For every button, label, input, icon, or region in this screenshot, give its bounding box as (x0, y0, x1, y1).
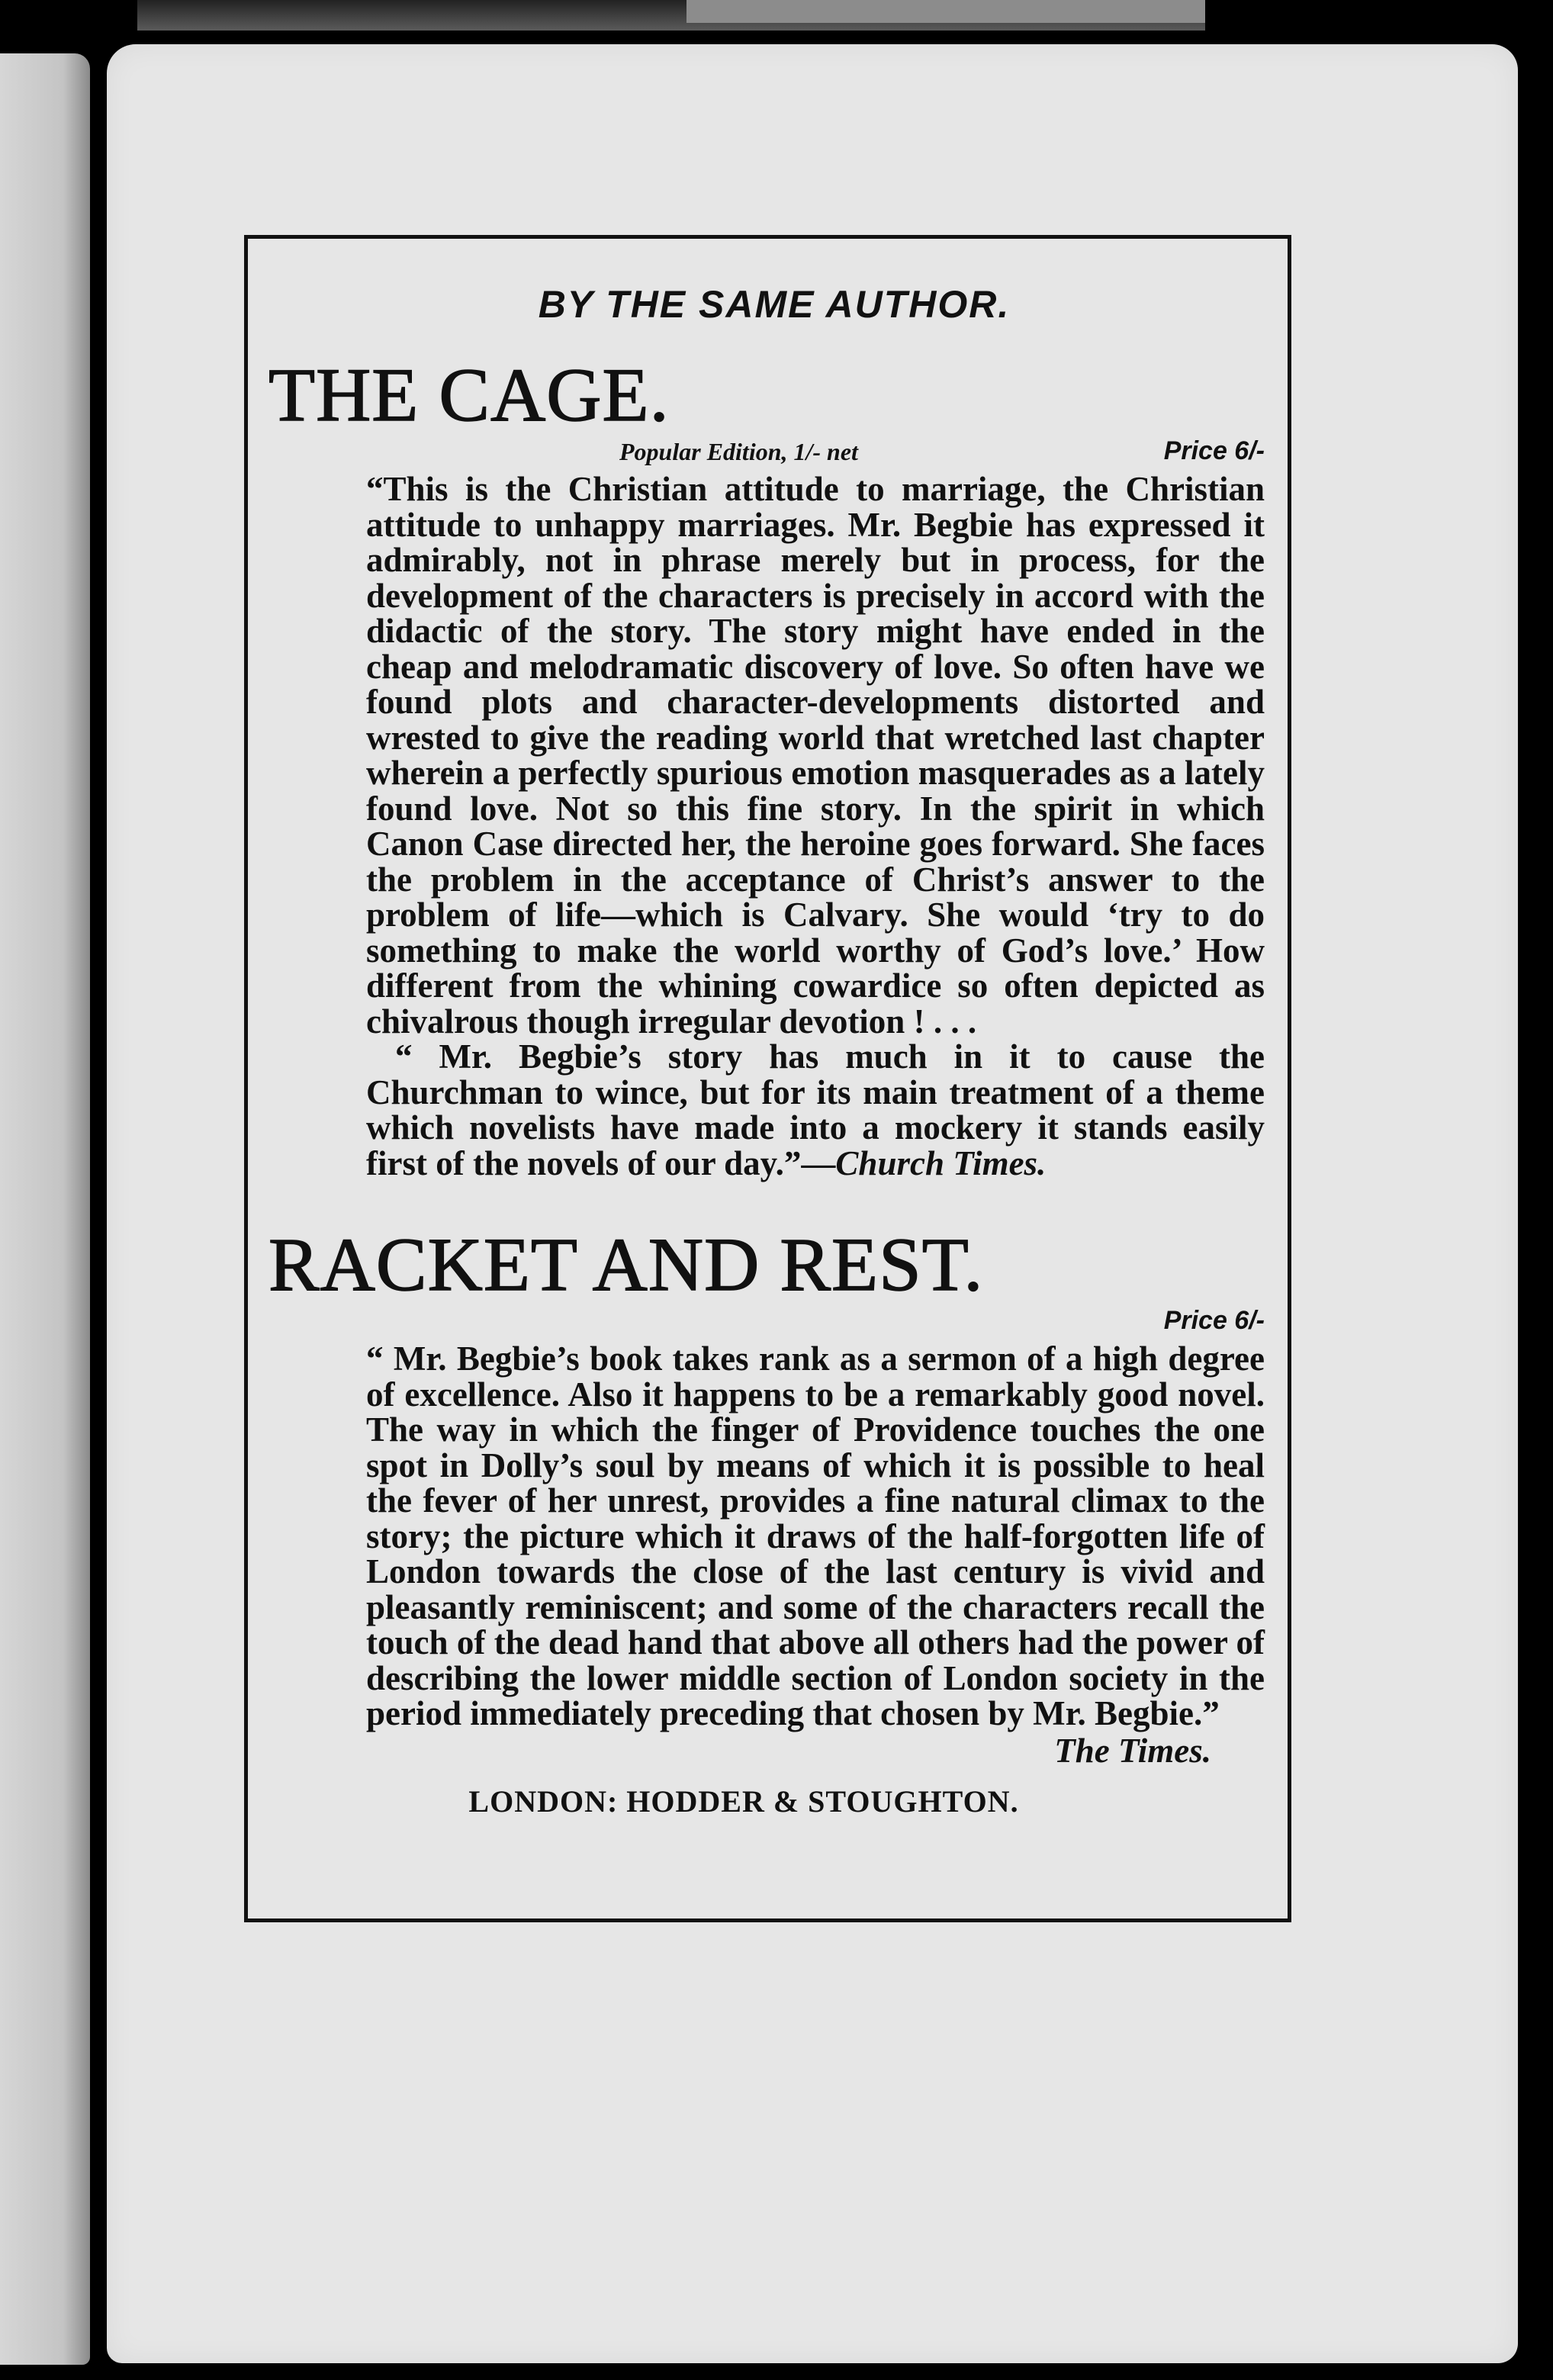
left-page-edge (0, 53, 90, 2365)
by-same-author-heading: BY THE SAME AUTHOR. (538, 283, 1011, 326)
review-paragraph: “ Mr. Begbie’s book takes rank as a sermon of a high degree of excellence. Also it happens to be a remarkably good novel. The way in which the finger of Providence touches the one spot in Dolly’s soul by means of which it is possible to heal the fever of her unrest, provides a fine natural climax to the story; the picture which it draws of the half-forgotten life of London towards the close of the last century is vivid and pleasantly reminiscent; and some of the characters recall the touch of the dead hand that above all others had the power of describing the lower middle section of London society in the period immediately preceding that chosen by Mr. Begbie.” (366, 1340, 1265, 1732)
book-meta (268, 1307, 1265, 1341)
review-paragraph: “This is the Christian attitude to marriage, the Christian attitude to unhappy marriages. Mr. Begbie has expressed it admirably, not in phrase merely but in process, for the development of the characters is precisely in accord with the didactic of the story. The story might have ended in the cheap and melodramatic discovery of love. So often have we found plots and character-developments distorted and wrested to give the reading world that wretched last chapter wherein a perfectly spurious emotion masquerades as a lately found love. Not so this fine story. In the spirit in which Canon Case directed her, the heroine goes forward. She faces the problem in the acceptance of Christ’s answer to the problem of life—which is Calvary. She would ‘try to do something to make the world worthy of God’s love.’ How different from the whining cowardice so often depicted as chivalrous though irregular devotion ! . . . (366, 470, 1265, 1040)
review-quote (268, 1341, 1265, 1732)
review-source: Church Times. (835, 1143, 1047, 1182)
advertisement-content (268, 282, 1265, 1819)
review-quote (268, 471, 1265, 1181)
edition-note: Popular Edition, 1/- net (619, 438, 858, 465)
book-the-cage (268, 352, 1265, 1182)
publisher-imprint: LONDON: HODDER & STOUGHTON. (468, 1783, 1019, 1819)
review-paragraph (366, 1039, 1265, 1181)
book-meta (268, 438, 1265, 471)
review-text: “ Mr. Begbie’s story has much in it to cause the Churchman to wince, but for its main treatment of a theme which novelists have made into a mockery it stands easily first of the novels of our day.”— (366, 1037, 1265, 1182)
book-title: THE CAGE. (268, 352, 670, 437)
book-racket-and-rest (268, 1222, 1265, 1770)
book-title: RACKET AND REST. (268, 1222, 984, 1307)
price-label: Price 6/- (1163, 1306, 1265, 1335)
price-label: Price 6/- (1163, 436, 1265, 465)
review-source: The Times. (1054, 1731, 1211, 1770)
scan-background-top-light (686, 0, 1205, 23)
